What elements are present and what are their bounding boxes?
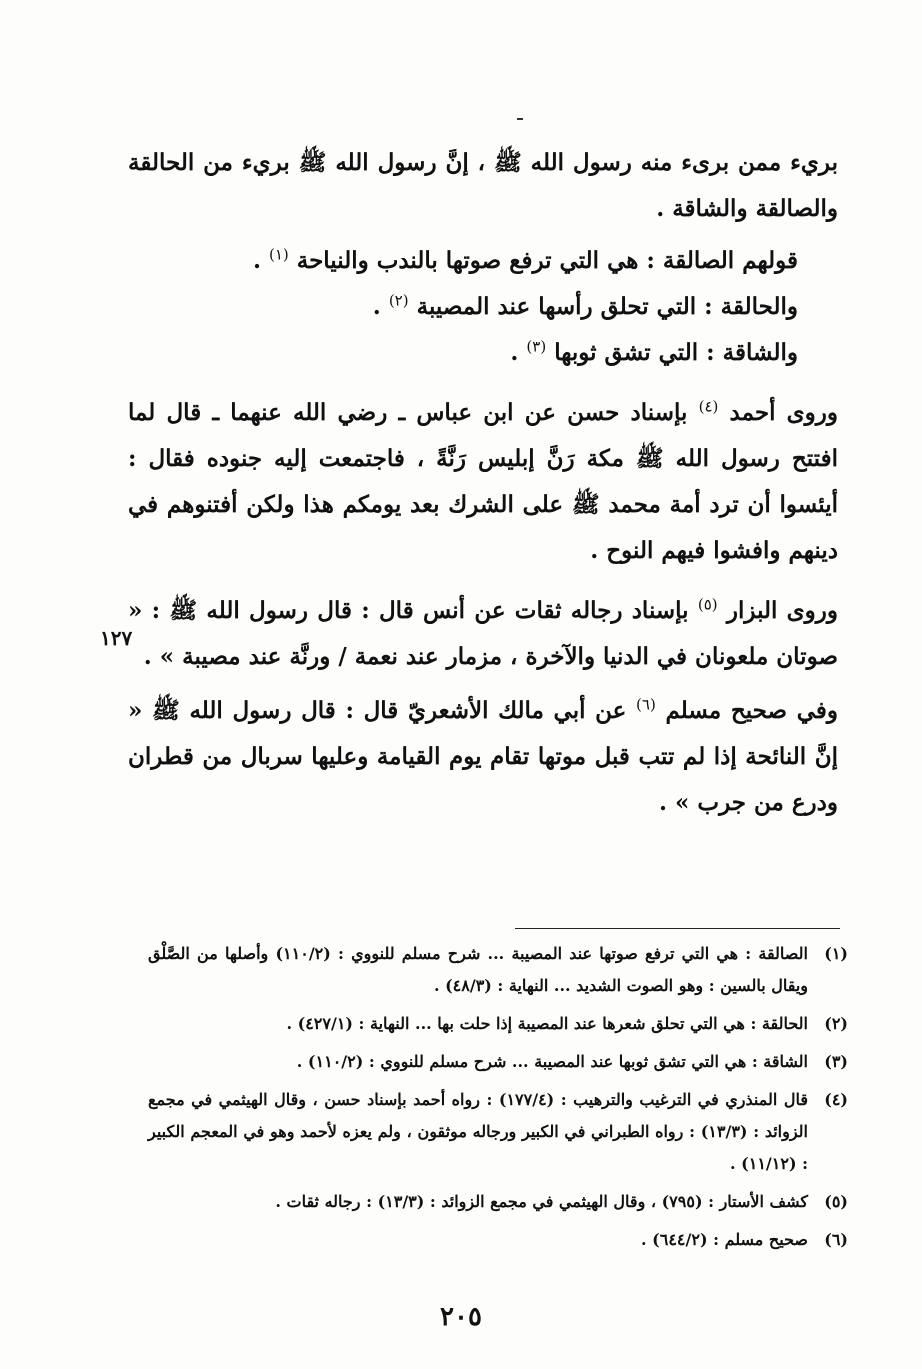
footnote-ref-1: (١): [268, 245, 289, 264]
footnote-2: [148, 1008, 848, 1040]
footnote-4: [148, 1084, 848, 1180]
paragraph-muslim: [128, 688, 838, 826]
paragraph-opening: بريء ممن برىء منه رسول الله ﷺ ، إنَّ رسول الله ﷺ بريء من الحالقة والصالقة والشاقة .: [128, 149, 838, 222]
definition-haliqa: والحالقة : التي تحلق رأسها عند المصيبة $^{(٢)}$ .: [372, 291, 798, 320]
footnote-3: [148, 1046, 848, 1078]
footnote-text: الحالقة : هي التي تحلق شعرها عند المصيبة إذا حلت بها ... النهاية : (٤٢٧/١) .: [286, 1014, 808, 1033]
footnote-1: [148, 938, 848, 1002]
footnotes-section: [148, 938, 848, 1262]
footnote-number: (٦): [824, 1230, 848, 1249]
page-number: ٢٠٥: [440, 1302, 482, 1332]
definition-shaqqa-text: والشاقة : التي تشق ثوبها: [554, 339, 798, 366]
footnote-text: كشف الأستار : (٧٩٥) ، وقال الهيثمي في مجمع الزوائد : (١٣/٣) : رجاله ثقات .: [275, 1192, 808, 1211]
footnote-5: [148, 1186, 848, 1218]
footnote-number: (٣): [824, 1052, 848, 1071]
definition-shaqqa: والشاقة : التي تشق ثوبها $^{(٣)}$ .: [510, 337, 798, 366]
footnote-divider: [515, 928, 840, 929]
definition-saliqa-text: قولهم الصالقة : هي التي ترفع صوتها بالندب والنياحة: [296, 247, 798, 274]
paragraph-bazzar: [128, 588, 838, 680]
paragraph-ahmad: [128, 390, 838, 574]
paragraph-muslim-body: عن أبي مالك الأشعريّ قال : قال رسول الله ﷺ « إنَّ النائحة إذا لم تتب قبل موتها تقام يوم القيامة وعليها سربال من قطران ودرع من جرب » .: [128, 697, 838, 816]
footnote-ref-2: (٢): [388, 291, 409, 310]
definition-haliqa-text: والحالقة : التي تحلق رأسها عند المصيبة: [416, 293, 798, 320]
margin-page-reference: ١٢٧: [100, 626, 133, 650]
footnote-text: الشاقة : هي التي تشق ثوبها عند المصيبة ... شرح مسلم للنووي : (١١٠/٢) .: [296, 1052, 808, 1071]
definition-saliqa: قولهم الصالقة : هي التي ترفع صوتها بالندب والنياحة $^{(١)}$ .: [252, 245, 798, 274]
footnote-text: الصالقة : هي التي ترفع صوتها عند المصيبة ... شرح مسلم للنووي : (١١٠/٢) وأصلها من الصَّلْق ويقال بالسين : وهو الصوت الشديد ... النهاية : (٤٨/٣) .: [148, 944, 809, 995]
print-mark: [517, 118, 523, 120]
footnote-ref-5: (٥): [697, 595, 718, 614]
paragraph-bazzar-body: بإسناد رجاله ثقات عن أنس قال : قال رسول الله ﷺ : « صوتان ملعونان في الدنيا والآخرة ، مزمار عند نعمة / ورنَّة عند مصيبة » .: [128, 597, 838, 670]
footnote-6: [148, 1224, 848, 1256]
footnote-text: صحيح مسلم : (٦٤٤/٢) .: [641, 1230, 808, 1249]
footnote-ref-3: (٣): [526, 337, 547, 356]
paragraph-muslim-lead: وفي صحيح مسلم: [665, 697, 838, 724]
paragraph-ahmad-lead: وروى أحمد: [729, 399, 838, 426]
footnote-number: (٢): [824, 1014, 848, 1033]
footnote-ref-6: (٦): [636, 695, 656, 714]
paragraph-ahmad-body: بإسناد حسن عن ابن عباس ـ رضي الله عنهما ـ قال لما افتتح رسول الله ﷺ مكة رَنَّ إبليس رَنَّةً ، فاجتمعت إليه جنوده فقال : أيئسوا أن ترد أمة محمد ﷺ على الشرك بعد يومكم هذا ولكن أفتنوهم في دينهم وافشوا فيهم النوح .: [128, 399, 838, 564]
main-text: [128, 140, 838, 826]
footnote-number: (٥): [824, 1192, 848, 1211]
footnote-text: قال المنذري في الترغيب والترهيب : (١٧٧/٤) : رواه أحمد بإسناد حسن ، وقال الهيثمي في مجمع الزوائد : (١٣/٣) : رواه الطبراني في الكبير ورجاله موثقون ، ولم يعزه لأحمد وهو في المعجم الكبير : (١١/١٢) .: [148, 1090, 808, 1173]
footnote-number: (٤): [824, 1090, 848, 1109]
paragraph-bazzar-lead: وروى البزار: [726, 597, 838, 624]
footnote-number: (١): [824, 944, 848, 963]
footnote-ref-4: (٤): [698, 397, 719, 416]
